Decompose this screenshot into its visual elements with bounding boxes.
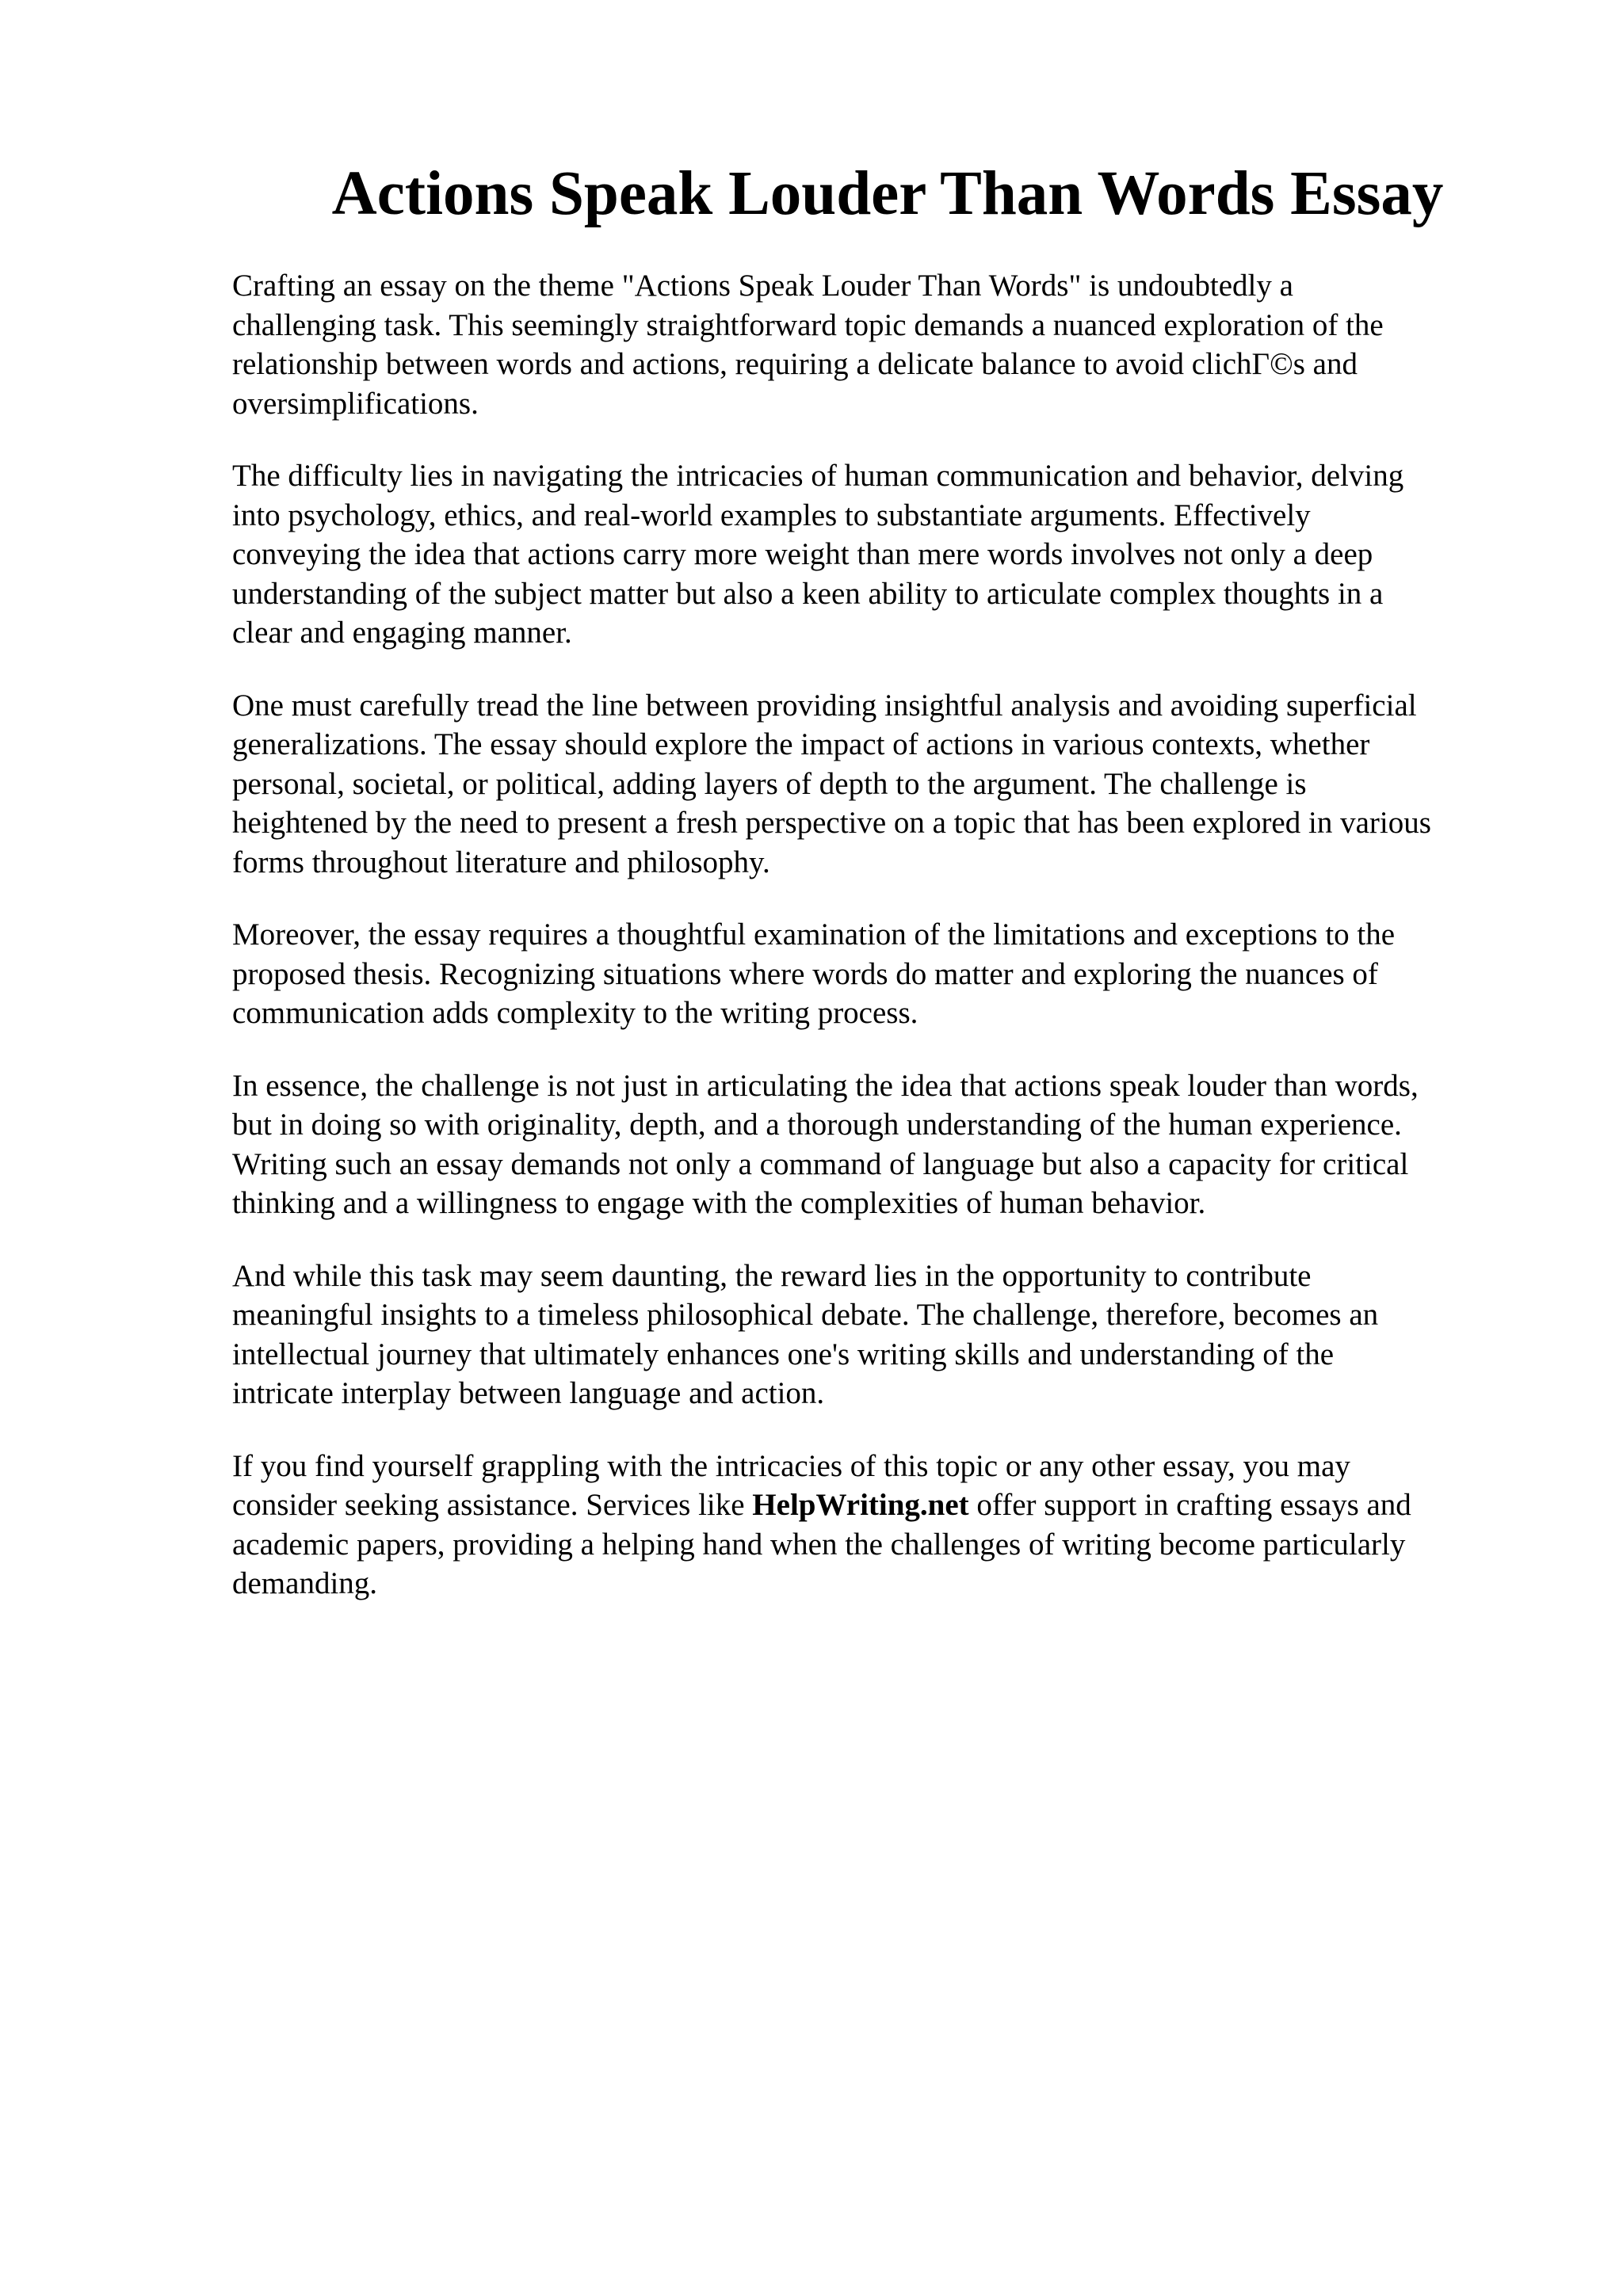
paragraph-1: Crafting an essay on the theme "Actions Speak Louder Than Words" is undoubtedly a challenging task. This seemingly straightforward topic demands a nuanced exploration of the relationship between words and actions, requiring a delicate balance to avoid clichΓ©s and oversimplifications. [232,269,1384,421]
paragraph-5: In essence, the challenge is not just in articulating the idea that actions speak louder than words, but in doing so with originality, depth, and a thorough understanding of the human experience. Writing such an essay demands not only a command of language but also a capacity for critical thinking and a willingness to engage with the complexities of human behavior. [232,1068,1419,1220]
paragraph-4: Moreover, the essay requires a thoughtful examination of the limitations and exceptions to the proposed thesis. Recognizing situations where words do matter and exploring the nuances of communication adds complexity to the writing process. [232,917,1396,1030]
service-name: HelpWriting.net [752,1488,969,1522]
document-body [232,266,1524,1637]
document-title: Actions Speak Louder Than Words Essay [331,159,1444,228]
closing-paragraph [232,1447,1524,1604]
paragraph-2: The difficulty lies in navigating the intricacies of human communication and behavior, delving into psychology, ethics, and real-world examples to substantiate arguments. Effectively conveying the idea that actions carry more weight than mere words involves not only a deep understanding of the subject matter but also a keen ability to articulate complex thoughts in a clear and engaging manner. [232,459,1404,650]
paragraph-3: One must carefully tread the line between providing insightful analysis and avoiding superficial generalizations. The essay should explore the impact of actions in various contexts, whether personal, societal, or political, adding layers of depth to the argument. The challenge is heightened by the need to present a fresh perspective on a topic that has been explored in various forms throughout literature and philosophy. [232,688,1431,879]
closing-text-after: offer support in crafting essays and academic papers, providing a helping hand when the challenges of writing become particularly demanding. [232,1488,1411,1600]
closing-text-before: If you find yourself grappling with the intricacies of this topic or any other essay, you may consider seeking assistance. Services like [232,1448,1350,1522]
paragraph-6: And while this task may seem daunting, the reward lies in the opportunity to contribute meaningful insights to a timeless philosophical debate. The challenge, therefore, becomes an intellectual journey that ultimately enhances one's writing skills and understanding of the intricate interplay between language and action. [232,1258,1379,1410]
